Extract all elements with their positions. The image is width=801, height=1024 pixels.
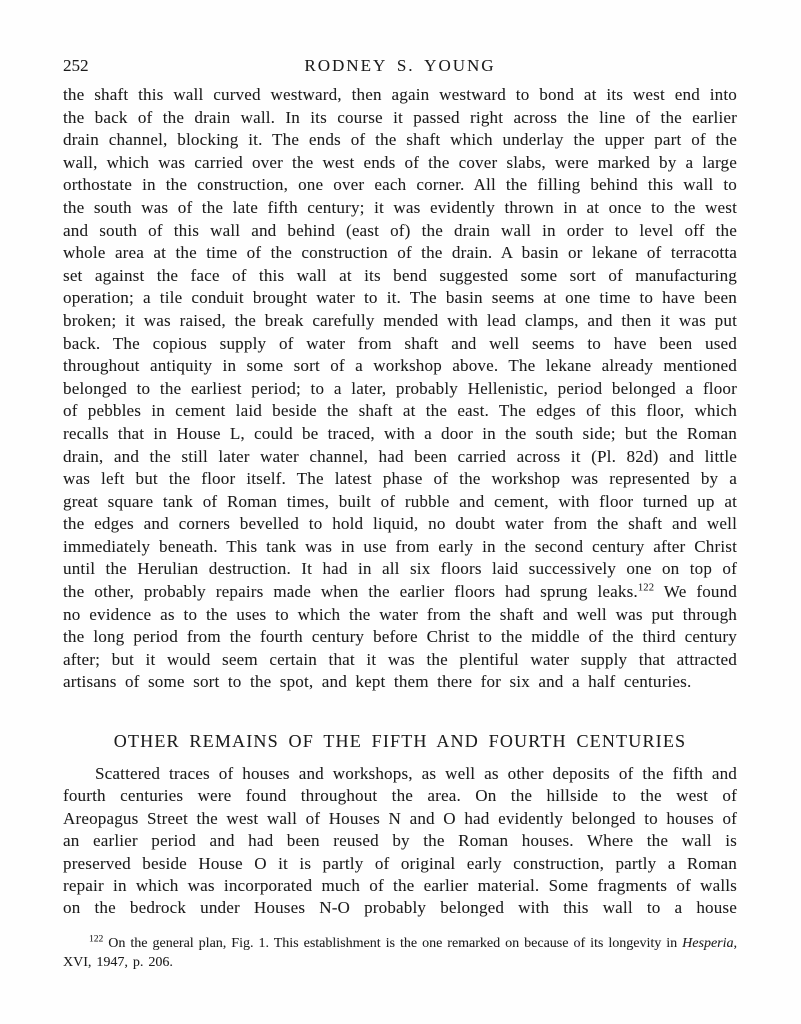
running-head: RODNEY S. YOUNG xyxy=(304,56,496,75)
paragraph-text-after-footnote-ref: We found no evidence as to the uses to which the water from the shaft and well was put through the long period from the fourth century before Christ to the middle of the third century after; but it would seem certain that it was the plentiful water supply that attracted artisans of some sort to the spot, and kept them there for six and a half centuries. xyxy=(63,582,737,692)
continuation-paragraph xyxy=(63,84,737,694)
footnote-citation: , XVI, 1947, p. 206. xyxy=(63,936,737,970)
paragraph-text-before-footnote-ref: the shaft this wall curved westward, then again westward to bond at its west end into the back of the drain wall. In its course it passed right across the line of the earlier drain channel, blocking it. The ends of the shaft which underlay the upper part of the wall, which was carried over the west ends of the cover slabs, were marked by a large orthostate in the construction, one over each corner. All the filling behind this wall to the south was of the late fifth century; it was evidently thrown in at once to the west and south of this wall and behind (east of) the drain wall in order to level off the whole area at the time of the construction of the drain. A basin or lekane of terracotta set against the face of this wall at its bend suggested some sort of manufacturing operation; a tile conduit brought water to it. The basin seems at one time to have been broken; it was raised, the break carefully mended with lead clamps, and then it was put back. The copious supply of water from shaft and well seems to have been used throughout antiquity in some sort of a workshop above. The lekane already mentioned belonged to the earliest period; to a later, probably Hellenistic, period belonged a floor of pebbles in cement laid beside the shaft at the east. The edges of this floor, which recalls that in House L, could be traced, with a door in the south side; but the Roman drain, and the still later water channel, had been carried across it (Pl. 82d) and little was left but the floor itself. The latest phase of the workshop was represented by a great square tank of Roman times, built of rubble and cement, with floor turned up at the edges and corners bevelled to hold liquid, no doubt water from the shaft and well immediately beneath. This tank was in use from early in the second century after Christ until the Herulian destruction. It had in all six floors laid successively one on top of the other, probably repairs made when the earlier floors had sprung leaks. xyxy=(63,85,737,602)
section-heading: OTHER REMAINS OF THE FIFTH AND FOURTH CENTURIES xyxy=(113,731,687,751)
footnote-reference: 122 xyxy=(637,582,655,594)
footnote xyxy=(63,934,737,972)
footnote-text: On the general plan, Fig. 1. This establishment is the one remarked on because of its longevity in xyxy=(103,936,683,951)
footnote-journal-title: Hesperia xyxy=(682,936,734,951)
page-number: 252 xyxy=(63,56,89,75)
scattered-traces-paragraph: Scattered traces of houses and workshops, as well as other deposits of the fifth and fourth centuries were found throughout the area. On the hillside to the west of Areopagus Street the west wall of Houses N and O had evidently belonged to houses of an earlier period and had been reused by the Roman houses. Where the wall is preserved beside House O it is partly of original early construction, partly a Roman repair in which was incorporated much of the earlier material. Some fragments of walls on the bedrock under Houses N-O probably belonged with this wall to a house xyxy=(63,764,737,918)
footnote-marker: 122 xyxy=(89,934,104,945)
page-header xyxy=(63,56,737,78)
